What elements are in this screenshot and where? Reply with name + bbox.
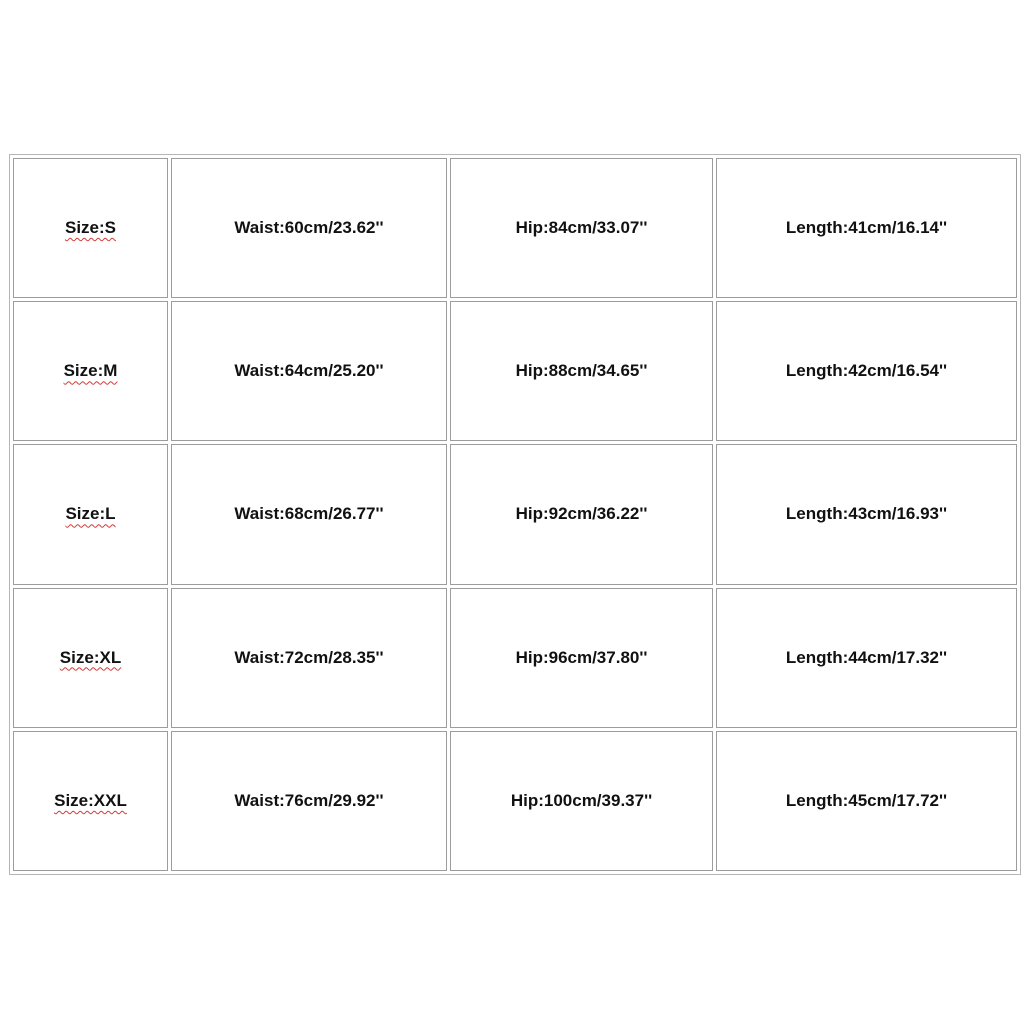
- size-cell: [13, 301, 168, 441]
- length-cell: Length:45cm/17.72'': [716, 731, 1017, 871]
- size-label: Size:XL: [59, 647, 122, 667]
- size-cell: [13, 158, 168, 298]
- length-cell: Length:42cm/16.54'': [716, 301, 1017, 441]
- hip-cell: Hip:100cm/39.37'': [450, 731, 713, 871]
- hip-cell: Hip:92cm/36.22'': [450, 444, 713, 584]
- table-row: [13, 731, 1017, 871]
- waist-cell: Waist:72cm/28.35'': [171, 588, 447, 728]
- waist-cell: Waist:60cm/23.62'': [171, 158, 447, 298]
- hip-cell: Hip:88cm/34.65'': [450, 301, 713, 441]
- size-label: Size:L: [65, 504, 116, 524]
- length-cell: Length:43cm/16.93'': [716, 444, 1017, 584]
- size-label: Size:M: [63, 361, 118, 381]
- waist-cell: Waist:76cm/29.92'': [171, 731, 447, 871]
- table-row: [13, 444, 1017, 584]
- hip-cell: Hip:84cm/33.07'': [450, 158, 713, 298]
- length-cell: Length:44cm/17.32'': [716, 588, 1017, 728]
- length-cell: Length:41cm/16.14'': [716, 158, 1017, 298]
- size-chart-table: [9, 154, 1021, 875]
- size-label: Size:S: [64, 218, 117, 238]
- size-cell: [13, 588, 168, 728]
- waist-cell: Waist:68cm/26.77'': [171, 444, 447, 584]
- table-row: [13, 301, 1017, 441]
- size-cell: [13, 444, 168, 584]
- table-row: [13, 158, 1017, 298]
- waist-cell: Waist:64cm/25.20'': [171, 301, 447, 441]
- table-row: [13, 588, 1017, 728]
- size-label: Size:XXL: [54, 790, 127, 810]
- hip-cell: Hip:96cm/37.80'': [450, 588, 713, 728]
- size-cell: [13, 731, 168, 871]
